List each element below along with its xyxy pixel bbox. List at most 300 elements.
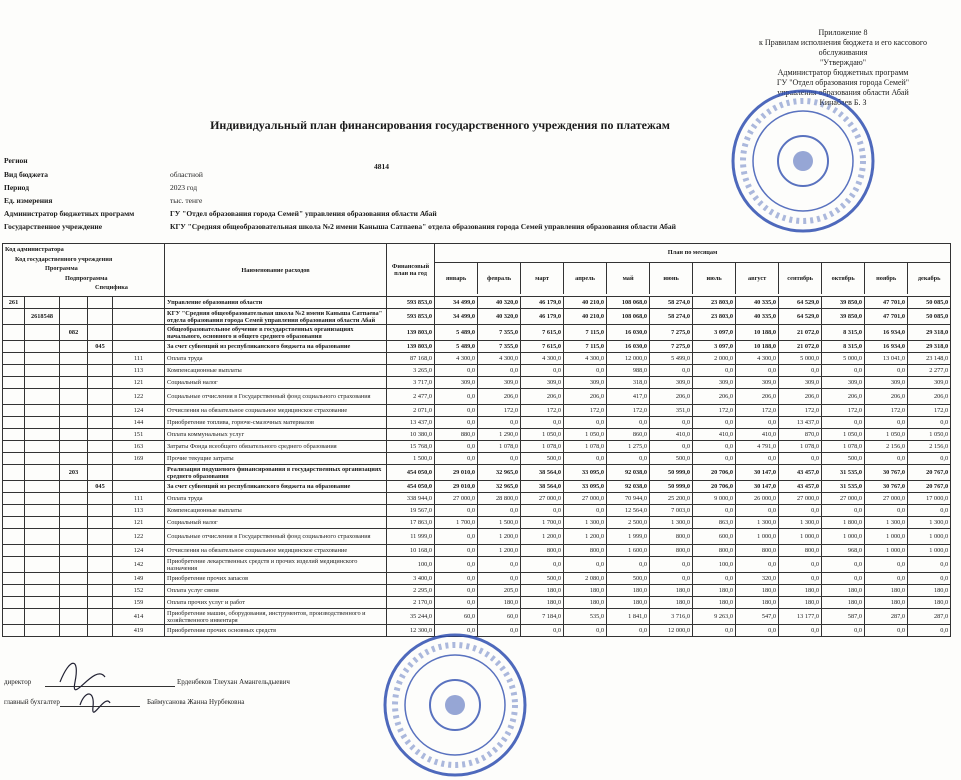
program-code-cell [60,529,88,545]
month-value-cell: 40 335,0 [736,309,779,325]
month-value-cell: 16 934,0 [865,341,908,353]
expense-name-cell: Оплата услуг связи [165,585,387,597]
program-code-cell [60,493,88,505]
month-value-cell: 968,0 [822,545,865,557]
subprogram-code-cell [88,389,113,405]
month-value-cell: 0,0 [435,389,478,405]
admin-code-cell [3,353,25,365]
admin-code-cell: 261 [3,297,25,309]
month-value-cell: 32 965,0 [478,465,521,481]
month-value-cell: 8 315,0 [822,325,865,341]
table-row [3,377,951,389]
admin-code-cell [3,597,25,609]
month-value-cell: 180,0 [908,585,951,597]
month-value-cell: 0,0 [435,405,478,417]
subprogram-code-cell [88,609,113,625]
subprogram-code-cell [88,505,113,517]
month-value-cell: 40 320,0 [478,297,521,309]
table-row [3,365,951,377]
month-value-cell: 0,0 [435,453,478,465]
month-value-cell: 2 500,0 [607,517,650,529]
admin-code-cell [3,609,25,625]
institution-code-cell: 2618548 [25,309,60,325]
month-value-cell: 180,0 [607,597,650,609]
program-code-cell [60,365,88,377]
month-value-cell: 0,0 [435,597,478,609]
month-value-cell: 38 564,0 [521,465,564,481]
header-specific: Специфика [95,284,128,291]
month-value-cell: 50 999,0 [650,481,693,493]
month-value-cell: 21 072,0 [779,341,822,353]
table-row [3,325,951,341]
specific-code-cell: 113 [113,505,165,517]
month-value-cell: 47 701,0 [865,309,908,325]
month-value-cell: 2 277,0 [908,365,951,377]
month-value-cell: 50 085,0 [908,297,951,309]
month-value-cell: 3 097,0 [693,325,736,341]
month-value-cell: 0,0 [779,365,822,377]
month-value-cell: 0,0 [693,573,736,585]
appendix-line: ГУ "Отдел образования города Семей" [776,78,910,87]
month-value-cell: 206,0 [779,389,822,405]
institution-code-cell [25,573,60,585]
month-value-cell: 309,0 [478,377,521,389]
expense-name-cell: Общеобразовательное обучение в государственных организациях начального, основного и общего среднего образования [165,325,387,341]
month-value-cell: 206,0 [822,389,865,405]
annual-plan-cell: 3 265,0 [387,365,435,377]
document-title: Индивидуальный план финансирования государственного учреждения по платежам [210,118,670,132]
specific-code-cell [113,309,165,325]
month-value-cell: 1 700,0 [435,517,478,529]
annual-plan-cell: 2 170,0 [387,597,435,609]
expense-name-cell: Приобретение машин, оборудования, инструментов, производственного и хозяйственного инвентаря [165,609,387,625]
month-value-cell: 27 000,0 [435,493,478,505]
month-value-cell: 47 701,0 [865,297,908,309]
month-value-cell: 180,0 [693,585,736,597]
annual-plan-cell: 19 567,0 [387,505,435,517]
month-value-cell: 50 085,0 [908,309,951,325]
expense-name-cell: Приобретение прочих основных средств [165,625,387,637]
month-value-cell: 27 000,0 [564,493,607,505]
month-value-cell: 206,0 [908,389,951,405]
month-value-cell: 309,0 [435,377,478,389]
month-value-cell: 0,0 [779,573,822,585]
month-value-cell: 1 300,0 [650,517,693,529]
institution-code-cell [25,453,60,465]
month-value-cell: 180,0 [908,597,951,609]
admin-value: ГУ "Отдел образования города Семей" управления образования области Абай [170,209,437,218]
month-value-cell: 860,0 [607,429,650,441]
month-value-cell: 39 850,0 [822,297,865,309]
program-code-cell: 082 [60,325,88,341]
month-value-cell: 58 274,0 [650,309,693,325]
month-value-cell: 410,0 [736,429,779,441]
table-row [3,529,951,545]
header-month: октябрь [821,263,864,294]
subprogram-code-cell [88,545,113,557]
month-value-cell: 172,0 [521,405,564,417]
month-value-cell: 410,0 [650,429,693,441]
month-value-cell: 20 706,0 [693,481,736,493]
header-institution-code: Код государственного учреждения [15,255,113,263]
month-value-cell: 7 115,0 [564,325,607,341]
month-value-cell: 0,0 [736,453,779,465]
admin-code-cell [3,493,25,505]
header-monthly-plan: План по месяцам [435,244,950,263]
month-value-cell: 0,0 [865,417,908,429]
month-value-cell: 180,0 [478,597,521,609]
program-code-cell [60,341,88,353]
month-value-cell: 29 010,0 [435,481,478,493]
month-value-cell: 1 841,0 [607,609,650,625]
specific-code-cell: 124 [113,405,165,417]
month-value-cell: 172,0 [607,405,650,417]
month-value-cell: 33 095,0 [564,465,607,481]
subprogram-code-cell [88,353,113,365]
specific-code-cell: 111 [113,493,165,505]
month-value-cell: 33 095,0 [564,481,607,493]
month-value-cell: 4 300,0 [478,353,521,365]
month-value-cell: 0,0 [779,505,822,517]
expense-name-cell: Компенсационные выплаты [165,505,387,517]
month-value-cell: 1 050,0 [521,429,564,441]
institution-code-cell [25,377,60,389]
month-value-cell: 108 068,0 [607,309,650,325]
admin-code-cell [3,585,25,597]
specific-code-cell: 163 [113,441,165,453]
month-value-cell: 5 000,0 [822,353,865,365]
month-value-cell: 32 965,0 [478,481,521,493]
specific-code-cell: 142 [113,557,165,573]
specific-code-cell: 111 [113,353,165,365]
month-value-cell: 1 000,0 [822,529,865,545]
table-row [3,505,951,517]
specific-code-cell: 121 [113,377,165,389]
institution-code-cell [25,493,60,505]
appendix-line: обслуживания [818,48,868,57]
month-value-cell: 180,0 [521,585,564,597]
month-value-cell: 351,0 [650,405,693,417]
subprogram-code-cell [88,297,113,309]
subprogram-code-cell [88,453,113,465]
month-value-cell: 2 156,0 [865,441,908,453]
month-value-cell: 172,0 [478,405,521,417]
table-row [3,297,951,309]
month-value-cell: 0,0 [435,625,478,637]
program-code-cell [60,505,88,517]
subprogram-code-cell [88,585,113,597]
table-row [3,465,951,481]
admin-code-cell [3,545,25,557]
month-value-cell: 0,0 [693,417,736,429]
month-value-cell: 180,0 [650,585,693,597]
month-value-cell: 8 315,0 [822,341,865,353]
month-value-cell: 206,0 [736,389,779,405]
header-month: февраль [477,263,520,294]
month-value-cell: 0,0 [521,365,564,377]
month-value-cell: 0,0 [865,573,908,585]
institution-code-cell [25,465,60,481]
institution-code-cell [25,609,60,625]
admin-code-cell [3,309,25,325]
annual-plan-cell: 2 071,0 [387,405,435,417]
month-value-cell: 20 767,0 [908,465,951,481]
institution-code-cell [25,441,60,453]
month-value-cell: 1 300,0 [779,517,822,529]
subprogram-code-cell [88,517,113,529]
month-value-cell: 417,0 [607,389,650,405]
month-value-cell: 180,0 [822,585,865,597]
expense-name-cell: Затраты Фонда всеобщего обязательного среднего образования [165,441,387,453]
month-value-cell: 38 564,0 [521,481,564,493]
institution-code-cell [25,389,60,405]
month-value-cell: 309,0 [521,377,564,389]
expense-name-cell: Оплата прочих услуг и работ [165,597,387,609]
month-value-cell: 16 030,0 [607,325,650,341]
month-value-cell: 0,0 [736,625,779,637]
expense-name-cell: Компенсационные выплаты [165,365,387,377]
month-value-cell: 1 800,0 [822,517,865,529]
month-value-cell: 1 078,0 [478,441,521,453]
month-value-cell: 1 078,0 [822,441,865,453]
month-value-cell: 318,0 [607,377,650,389]
month-value-cell: 172,0 [865,405,908,417]
month-value-cell: 535,0 [564,609,607,625]
month-value-cell: 0,0 [564,365,607,377]
month-value-cell: 587,0 [822,609,865,625]
month-value-cell: 13 041,0 [865,353,908,365]
month-value-cell: 5 000,0 [779,353,822,365]
month-value-cell: 172,0 [822,405,865,417]
subprogram-code-cell [88,417,113,429]
month-value-cell: 0,0 [736,505,779,517]
month-value-cell: 3 716,0 [650,609,693,625]
annual-plan-cell: 87 168,0 [387,353,435,365]
specific-code-cell [113,341,165,353]
subprogram-code-cell [88,405,113,417]
admin-code-cell [3,341,25,353]
specific-code-cell: 144 [113,417,165,429]
program-code-cell [60,353,88,365]
header-month: декабрь [907,263,950,294]
header-expense-name: Наименование расходов [165,244,387,297]
annual-plan-cell: 593 853,0 [387,297,435,309]
expense-name-cell: Реализация подушевого финансирования в государственных организациях среднего образования [165,465,387,481]
expense-name-cell: Приобретение топлива, горюче-смазочных материалов [165,417,387,429]
specific-code-cell: 122 [113,389,165,405]
month-value-cell: 0,0 [435,573,478,585]
annual-plan-cell: 1 500,0 [387,453,435,465]
month-value-cell: 7 615,0 [521,341,564,353]
month-value-cell: 20 767,0 [908,481,951,493]
month-value-cell: 1 200,0 [478,545,521,557]
month-value-cell: 29 318,0 [908,325,951,341]
month-value-cell: 870,0 [779,429,822,441]
month-value-cell: 0,0 [822,505,865,517]
specific-code-cell: 152 [113,585,165,597]
month-value-cell: 309,0 [908,377,951,389]
appendix-line: Кинабаев Б. З [819,98,867,107]
month-value-cell: 0,0 [822,573,865,585]
month-value-cell: 1 000,0 [779,529,822,545]
month-value-cell: 0,0 [607,453,650,465]
table-row [3,481,951,493]
month-value-cell: 1 200,0 [564,529,607,545]
month-value-cell: 31 535,0 [822,481,865,493]
specific-code-cell: 113 [113,365,165,377]
month-value-cell: 1 050,0 [908,429,951,441]
table-row [3,517,951,529]
appendix-line: Приложение 8 [818,28,868,37]
subprogram-code-cell [88,309,113,325]
month-value-cell: 0,0 [736,417,779,429]
program-code-cell [60,557,88,573]
month-value-cell: 4 300,0 [521,353,564,365]
program-code-cell [60,417,88,429]
month-value-cell: 547,0 [736,609,779,625]
month-value-cell: 600,0 [693,529,736,545]
table-row [3,609,951,625]
subprogram-code-cell [88,377,113,389]
month-value-cell: 180,0 [650,597,693,609]
annual-plan-cell: 593 853,0 [387,309,435,325]
month-value-cell: 0,0 [865,365,908,377]
month-value-cell: 0,0 [908,557,951,573]
subprogram-code-cell [88,325,113,341]
month-value-cell: 0,0 [650,441,693,453]
month-value-cell: 180,0 [779,585,822,597]
specific-code-cell: 414 [113,609,165,625]
month-value-cell: 0,0 [521,417,564,429]
expense-name-cell: Социальный налог [165,377,387,389]
expense-name-cell: КГУ "Средняя общеобразовательная школа №2 имени Каныша Сатпаева" отдела образования города Семей управления образования области Абай [165,309,387,325]
month-value-cell: 0,0 [908,505,951,517]
table-row [3,493,951,505]
month-value-cell: 29 010,0 [435,465,478,481]
month-value-cell: 0,0 [435,417,478,429]
annual-plan-cell: 10 380,0 [387,429,435,441]
annual-plan-cell: 100,0 [387,557,435,573]
month-value-cell: 0,0 [908,417,951,429]
table-row [3,389,951,405]
month-value-cell: 1 300,0 [564,517,607,529]
table-row [3,309,951,325]
program-code-cell [60,377,88,389]
month-value-cell: 0,0 [908,573,951,585]
round-seal-stamp [728,86,878,236]
month-value-cell: 10 188,0 [736,325,779,341]
month-value-cell: 0,0 [908,453,951,465]
month-value-cell: 46 179,0 [521,309,564,325]
month-value-cell: 7 115,0 [564,341,607,353]
month-value-cell: 3 097,0 [693,341,736,353]
program-code-cell [60,545,88,557]
month-value-cell: 0,0 [607,625,650,637]
month-value-cell: 0,0 [822,557,865,573]
month-value-cell: 64 529,0 [779,297,822,309]
financing-plan-table [2,243,951,637]
institution-code-cell [25,297,60,309]
month-value-cell: 0,0 [822,417,865,429]
month-value-cell: 34 499,0 [435,297,478,309]
month-value-cell: 172,0 [736,405,779,417]
annual-plan-cell: 454 050,0 [387,465,435,481]
month-value-cell: 0,0 [693,505,736,517]
month-value-cell: 60,0 [435,609,478,625]
month-value-cell: 0,0 [736,557,779,573]
program-code-cell [60,585,88,597]
institution-code-cell [25,481,60,493]
month-value-cell: 0,0 [435,557,478,573]
annual-plan-cell: 15 768,0 [387,441,435,453]
institution-label: Государственное учреждение [4,222,103,231]
annual-plan-cell: 338 944,0 [387,493,435,505]
month-value-cell: 172,0 [908,405,951,417]
month-value-cell: 0,0 [564,417,607,429]
month-value-cell: 0,0 [650,365,693,377]
month-value-cell: 0,0 [736,365,779,377]
admin-code-cell [3,517,25,529]
month-value-cell: 4 300,0 [564,353,607,365]
month-value-cell: 70 944,0 [607,493,650,505]
expense-name-cell: Приобретение лекарственных средств и прочих изделий медицинского назначения [165,557,387,573]
month-value-cell: 0,0 [478,453,521,465]
month-value-cell: 40 335,0 [736,297,779,309]
month-value-cell: 7 275,0 [650,325,693,341]
admin-code-cell [3,573,25,585]
month-value-cell: 287,0 [908,609,951,625]
annual-plan-cell: 2 295,0 [387,585,435,597]
month-value-cell: 309,0 [650,377,693,389]
subprogram-code-cell: 045 [88,341,113,353]
month-value-cell: 0,0 [478,417,521,429]
month-value-cell: 1 050,0 [564,429,607,441]
institution-code-cell [25,429,60,441]
month-value-cell: 4 791,0 [736,441,779,453]
expense-name-cell: Социальные отчисления в Государственный фонд социального страхования [165,529,387,545]
annual-plan-cell: 11 999,0 [387,529,435,545]
annual-plan-cell: 10 168,0 [387,545,435,557]
month-value-cell: 0,0 [435,545,478,557]
expense-name-cell: Социальные отчисления в Государственный фонд социального страхования [165,389,387,405]
institution-code-cell [25,353,60,365]
month-value-cell: 16 934,0 [865,325,908,341]
header-month: март [520,263,563,294]
month-value-cell: 880,0 [435,429,478,441]
header-month: июнь [649,263,692,294]
institution-code-cell [25,585,60,597]
month-value-cell: 0,0 [521,625,564,637]
header-month: ноябрь [864,263,907,294]
month-value-cell: 206,0 [521,389,564,405]
month-value-cell: 30 147,0 [736,465,779,481]
month-value-cell: 1 300,0 [736,517,779,529]
month-value-cell: 2 000,0 [693,353,736,365]
month-value-cell: 0,0 [478,625,521,637]
table-row [3,429,951,441]
header-month: сентябрь [778,263,821,294]
month-value-cell: 30 767,0 [865,481,908,493]
month-value-cell: 10 188,0 [736,341,779,353]
subprogram-code-cell [88,365,113,377]
expense-name-cell: Отчисления на обязательное социальное медицинское страхование [165,545,387,557]
header-month: январь [445,275,467,282]
month-value-cell: 43 457,0 [779,465,822,481]
month-value-cell: 9 263,0 [693,609,736,625]
month-value-cell: 2 156,0 [908,441,951,453]
month-value-cell: 0,0 [650,417,693,429]
month-value-cell: 0,0 [478,573,521,585]
